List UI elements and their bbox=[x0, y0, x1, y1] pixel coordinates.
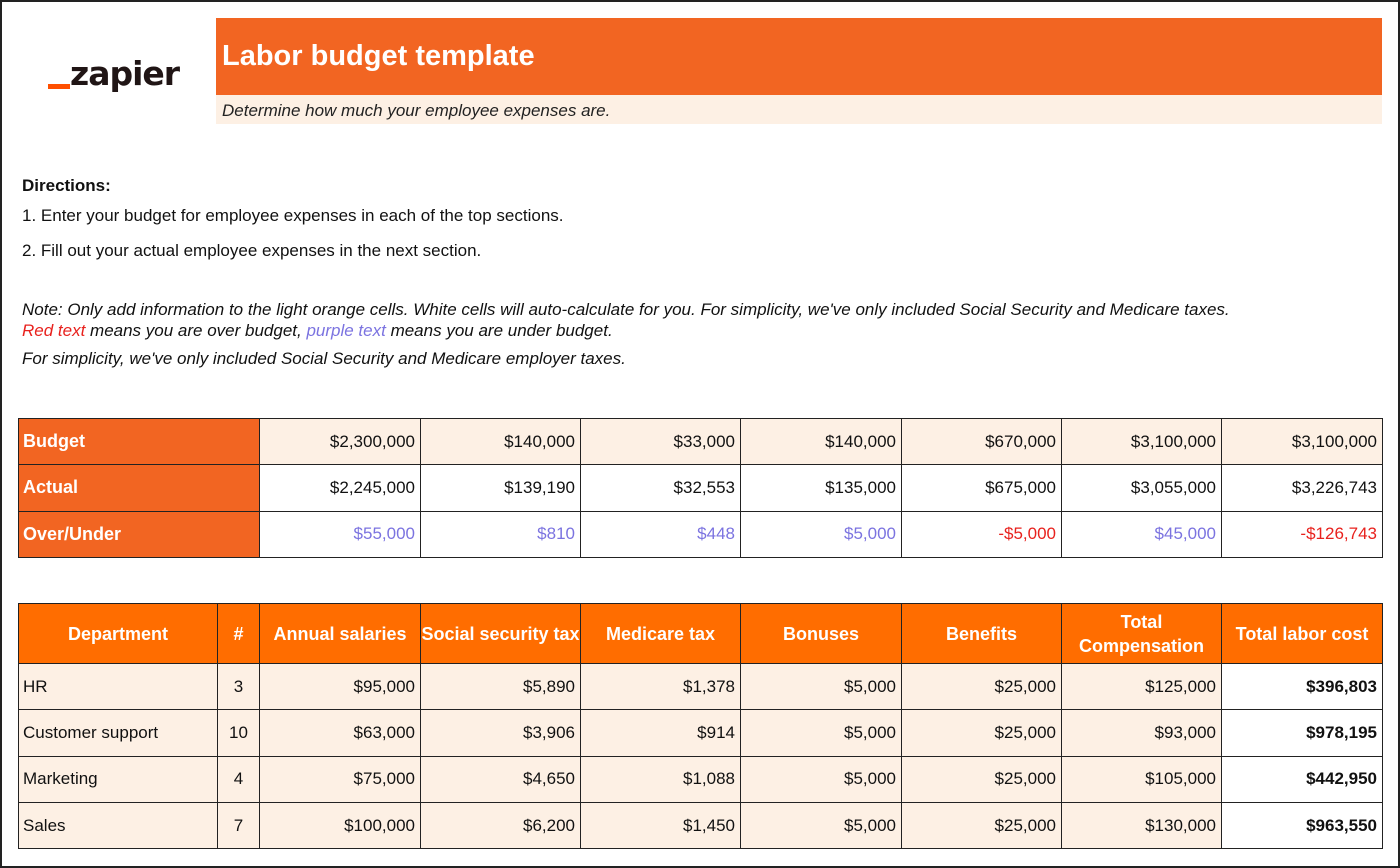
note-mid-text: means you are over budget, bbox=[85, 321, 307, 340]
column-header-benefits[interactable]: Benefits bbox=[902, 604, 1062, 664]
medicare-tax-cell[interactable]: $1,378 bbox=[581, 664, 741, 710]
summary-label-actual[interactable]: Actual bbox=[19, 465, 260, 511]
budget-cell[interactable]: $140,000 bbox=[421, 419, 581, 465]
under-budget-cell[interactable]: $55,000 bbox=[260, 511, 421, 557]
over-budget-cell[interactable]: -$5,000 bbox=[902, 511, 1062, 557]
summary-label-budget[interactable]: Budget bbox=[19, 419, 260, 465]
department-table bbox=[18, 603, 1383, 849]
total-labor-cost-cell[interactable]: $442,950 bbox=[1222, 756, 1383, 802]
column-header-department[interactable]: Department bbox=[19, 604, 218, 664]
under-budget-cell[interactable]: $45,000 bbox=[1062, 511, 1222, 557]
budget-cell[interactable]: $3,100,000 bbox=[1062, 419, 1222, 465]
department-header-row bbox=[19, 604, 1383, 664]
budget-cell[interactable]: $670,000 bbox=[902, 419, 1062, 465]
bonuses-cell[interactable]: $5,000 bbox=[741, 710, 902, 756]
benefits-cell[interactable]: $25,000 bbox=[902, 756, 1062, 802]
page-subtitle[interactable]: Determine how much your employee expenses are. bbox=[222, 101, 611, 120]
note-red-text: Red text bbox=[22, 321, 86, 340]
department-name-cell[interactable]: Customer support bbox=[19, 710, 218, 756]
department-name-cell[interactable]: HR bbox=[19, 664, 218, 710]
title-banner bbox=[216, 18, 1382, 95]
column-header-total-labor-cost[interactable]: Total labor cost bbox=[1222, 604, 1383, 664]
actual-cell[interactable]: $32,553 bbox=[581, 465, 741, 511]
summary-row-actual bbox=[19, 465, 1383, 511]
bonuses-cell[interactable]: $5,000 bbox=[741, 756, 902, 802]
social-security-tax-cell[interactable]: $4,650 bbox=[421, 756, 581, 802]
column-header-medicare-tax[interactable]: Medicare tax bbox=[581, 604, 741, 664]
note-line-3[interactable]: For simplicity, we've only included Social Security and Medicare employer taxes. bbox=[22, 349, 626, 368]
summary-row-over-under bbox=[19, 511, 1383, 557]
directions-step-1[interactable]: 1. Enter your budget for employee expenses in each of the top sections. bbox=[22, 206, 564, 225]
bonuses-cell[interactable]: $5,000 bbox=[741, 802, 902, 848]
total-compensation-cell[interactable]: $93,000 bbox=[1062, 710, 1222, 756]
actual-cell[interactable]: $3,226,743 bbox=[1222, 465, 1383, 511]
note-purple-text: purple text bbox=[306, 321, 386, 340]
column-header-annual-salaries[interactable]: Annual salaries bbox=[260, 604, 421, 664]
total-compensation-cell[interactable]: $105,000 bbox=[1062, 756, 1222, 802]
total-compensation-cell[interactable]: $130,000 bbox=[1062, 802, 1222, 848]
benefits-cell[interactable]: $25,000 bbox=[902, 664, 1062, 710]
budget-cell[interactable]: $33,000 bbox=[581, 419, 741, 465]
department-name-cell[interactable]: Sales bbox=[19, 802, 218, 848]
note-line-1[interactable]: Note: Only add information to the light orange cells. White cells will auto-calculate for you. For simplicity, we've only included Social Security and Medicare taxes. bbox=[22, 300, 1230, 319]
logo-wordmark: zapier bbox=[70, 54, 180, 93]
employee-count-cell[interactable]: 7 bbox=[218, 802, 260, 848]
medicare-tax-cell[interactable]: $1,088 bbox=[581, 756, 741, 802]
note-end-text: means you are under budget. bbox=[385, 321, 613, 340]
over-budget-cell[interactable]: -$126,743 bbox=[1222, 511, 1383, 557]
benefits-cell[interactable]: $25,000 bbox=[902, 802, 1062, 848]
column-header-count[interactable]: # bbox=[218, 604, 260, 664]
actual-cell[interactable]: $2,245,000 bbox=[260, 465, 421, 511]
column-header-bonuses[interactable]: Bonuses bbox=[741, 604, 902, 664]
subtitle-banner bbox=[216, 95, 1382, 124]
annual-salaries-cell[interactable]: $75,000 bbox=[260, 756, 421, 802]
table-row bbox=[19, 756, 1383, 802]
logo-underscore-mark bbox=[48, 84, 70, 89]
under-budget-cell[interactable]: $810 bbox=[421, 511, 581, 557]
total-labor-cost-cell[interactable]: $963,550 bbox=[1222, 802, 1383, 848]
table-row bbox=[19, 664, 1383, 710]
annual-salaries-cell[interactable]: $100,000 bbox=[260, 802, 421, 848]
actual-cell[interactable]: $139,190 bbox=[421, 465, 581, 511]
benefits-cell[interactable]: $25,000 bbox=[902, 710, 1062, 756]
budget-cell[interactable]: $3,100,000 bbox=[1222, 419, 1383, 465]
actual-cell[interactable]: $135,000 bbox=[741, 465, 902, 511]
directions-heading[interactable]: Directions: bbox=[22, 176, 111, 195]
under-budget-cell[interactable]: $448 bbox=[581, 511, 741, 557]
employee-count-cell[interactable]: 3 bbox=[218, 664, 260, 710]
budget-cell[interactable]: $140,000 bbox=[741, 419, 902, 465]
bonuses-cell[interactable]: $5,000 bbox=[741, 664, 902, 710]
directions-step-2[interactable]: 2. Fill out your actual employee expenses in the next section. bbox=[22, 241, 482, 260]
table-row bbox=[19, 802, 1383, 848]
page-title[interactable]: Labor budget template bbox=[222, 40, 535, 72]
employee-count-cell[interactable]: 4 bbox=[218, 756, 260, 802]
social-security-tax-cell[interactable]: $3,906 bbox=[421, 710, 581, 756]
annual-salaries-cell[interactable]: $63,000 bbox=[260, 710, 421, 756]
medicare-tax-cell[interactable]: $914 bbox=[581, 710, 741, 756]
total-compensation-cell[interactable]: $125,000 bbox=[1062, 664, 1222, 710]
employee-count-cell[interactable]: 10 bbox=[218, 710, 260, 756]
actual-cell[interactable]: $675,000 bbox=[902, 465, 1062, 511]
table-row bbox=[19, 710, 1383, 756]
social-security-tax-cell[interactable]: $6,200 bbox=[421, 802, 581, 848]
summary-row-budget bbox=[19, 419, 1383, 465]
actual-cell[interactable]: $3,055,000 bbox=[1062, 465, 1222, 511]
column-header-social-security-tax[interactable]: Social security tax bbox=[421, 604, 581, 664]
total-labor-cost-cell[interactable]: $978,195 bbox=[1222, 710, 1383, 756]
budget-cell[interactable]: $2,300,000 bbox=[260, 419, 421, 465]
summary-label-over-under[interactable]: Over/Under bbox=[19, 511, 260, 557]
annual-salaries-cell[interactable]: $95,000 bbox=[260, 664, 421, 710]
note-line-2[interactable] bbox=[22, 321, 613, 341]
social-security-tax-cell[interactable]: $5,890 bbox=[421, 664, 581, 710]
medicare-tax-cell[interactable]: $1,450 bbox=[581, 802, 741, 848]
total-labor-cost-cell[interactable]: $396,803 bbox=[1222, 664, 1383, 710]
under-budget-cell[interactable]: $5,000 bbox=[741, 511, 902, 557]
column-header-total-compensation[interactable]: Total Compensation bbox=[1062, 604, 1222, 664]
department-name-cell[interactable]: Marketing bbox=[19, 756, 218, 802]
budget-summary-table bbox=[18, 418, 1383, 558]
